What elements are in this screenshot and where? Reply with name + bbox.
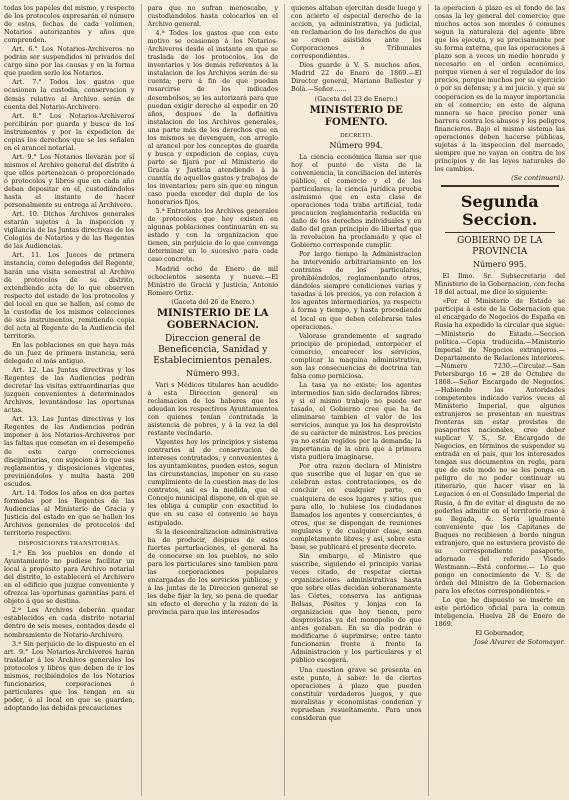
column-rule: [141, 4, 142, 796]
paragraph: Por largo tiempo la Administracion ha intervenido arbitrariamente en los contratos de los particulares, prohibiéndolos, reglamentando otros, dándoles siempre condiciones varias y tasadas á los precios, ya con relacion á los agentes intermediarios, ya respecto á forma y tiempo, y hasta procediendo el local en que deben celebrarse tales operaciones.: [291, 250, 422, 331]
signature-paragraph: Dios guarde á V. S. muchos años. Madrid 22 de Enero de 1869.—El Director general, Mariano Ballester y Bolá.—Señor.......: [291, 61, 422, 94]
gazette-reference: (Gaceta del 23 de Enero.): [314, 94, 398, 103]
column-4: [435, 4, 566, 796]
columns: [4, 4, 565, 796]
paragraph: Lo que he dispuesto se inserte en este periódico oficial para la comun inteligencia. Huelva 28 de Enero de 1869.: [434, 596, 565, 629]
paragraph: Valorase grandemente el sagrado principio de propiedad, entorpecer el comercio, encarecer los servicios, complicar la maquina administrativa, son las consecuencias de doctrina tan falsa como perniciosa.: [291, 331, 422, 380]
article-10: Art. 10. Dichos Archivos generales estarán sujetos á la inspeccion y vigilancia de las Juntas directivas de los Colegios de Notarios y de las Regentes de las Audiencias.: [4, 210, 135, 251]
gazette-reference: (Gaceta del 26 de Enero.): [171, 297, 255, 306]
section-heading: Segunda Seccion.: [460, 192, 539, 230]
paragraph: La ciencia económica llama ser que hoy el punto de vista de la conveniencia, la conciliacion del interés público, el comercio y el de los particulares; la ciencia jurídica prueba asímismo que en esta clase de operaciones toda traba artificial, toda precaucion reglamentaria reducida en daño de los derechos individuales y en daño del gran principio de libertad que la revolucion ha proclamado y que el Gobierno corresponde cumplir.: [291, 152, 422, 250]
paragraph: «Por el Ministerio de Estado se participa á este de la Gobernacion que el encargado de Negocios de España en Rusia ha expedido la circular que sigue: —Ministerio de Estado.—Seccion política.—Copia traducida.—Ministerio Imperial de Negocios extranjeros.—Departamento de Relaciones interiores.—Número 7230.—Circular.—San Petersburgo 16 = 28 de Octubre de 1868.—Señor Encargado de Negocios.—Habiendo las Autoridades competentes indicado varios veces al Ministerio Imperial, que algunos extranjeros se presentan en nuestras fronteras sin estar provistos de pasaportes nacionales, creo deber suplicar V. S., Sr. Encargado de Negocios, en términos de suspender su entrada en el país, que los interesados tengan sus documentos en regla, para que de este modo no se les ponga en peligro de no poder continuar su itinerario, que hacer visar en la Legacion ó en el Consulado Imperial de Rusia, á fin de evitar el disgusto de no poderles admitir en el territorio ruso á su llegada, &. Sería igualmente conveniente que los Capitanes de Buques no recibiesen á bordo ningun extranjero, que no estuviera provisto de su correspondiente pasaporte, adornado del referido Visado Westmann.—Está conforme.— Lo que pongo en conocimiento de V. S. de órden del Ministro de la Gobernacion para los efectos correspondientes.»: [434, 297, 565, 596]
transitory-3: 3.ª Sin perjuicio de lo dispuesto en el art. 9.° Los Notarios-Archiveros harán trasladar á los Archivos generales los protocolos y libros que deben de ir los mismos, recibiéndolos de los Notarios funcionarios, corporaciones ó particulares que los tengan en su poder, ó al local en que se guarden, adoptando las debidas precauciones: [4, 639, 135, 712]
paragraph: Sin embargo, el Ministro que suscribe, siguiendo el principio varias veces citado, de respetar ciertas organizaciones administrativas hasta que sobre ellas decidan soberanamente las Córtes, conserva las antiguas Bolsas, Pósitos y lonjas con la organizacion que hoy tienen, pero desprovistas ya del monopolio de que antes gozaban. En su día podrán ó modificarse ó suprimirse; entre tanto funcionarán frente á frente la Administracion y los particulares y el público escogerá.: [291, 551, 422, 665]
signature-title: El Gobernador,: [475, 629, 525, 638]
paragraph: Vigentes hoy los principios y sistema contrarios al de conservacion de intereses contratados, y convenientes á los ayuntamientos, pueden estos, segun las circunstancias, imponer en su caso cumplimiento de la cuestion mas de los contratos, así es la medida, que el Concejo municipal dispone, en el que se les obliga á cumplir con exactitud lo que en su caso el convenio se haya estipulado.: [147, 438, 278, 527]
paragraph: En las poblaciones en que haya más de un Juez de primera instancia, será delegado el más antiguo.: [4, 340, 135, 366]
transitory-2: 2.ª Los Archivos deberán quedar establecidos en cada distrito notarial dentro de seis meses, contados desde el nombramiento de Notario-Archivero.: [4, 606, 135, 639]
decree-heading: DECRETO.: [340, 131, 373, 139]
continuation-note: (Se continuará).: [511, 173, 565, 182]
transitory-5: 5.ª Entretanto los Archivos generales de protocolos que hoy existen en algunas poblaciones continuarán en su estado y con la organizacion que tienen, sin perjuicio de lo que convenga determinar en lo sucesivo para cada caso concreto.: [147, 207, 278, 264]
paragraph: Si la desceniralizacion administrativa ha de producir, despues de estos fuertes perturbaciones, el general ha de conocerse en los pueblos, no solo para los particulares sino tambien para las corporaciones populares encargadas de los servicios públicos; y á las juntas de la Direccion general se les debe fijar la ley, so pena de quedar sin efecto el derecho y la razon de la provincia para que los interesados: [147, 527, 278, 617]
paragraph: la operacion á plazo es el fondo de las cosas la ley general del comercio; que muchos actos son morales ó comunes segun la naturaleza del agente libre que los ejecuta, y su precisamente por su forma externa, que las operaciones á plazo son á veces un medio honrado y necesario en el orden económico, porque vienen á ser el regulador de los precios, porque muchos por su ejercicio ó por su defensa; y á mi juicio, y que su cooperacion es de la mayor importancia en el comercio; en esto de alguna manera se hace preciso poner una barrera contra los abusos y los peligros financieros. Bajo el mismo sistema las operaciones deben hacerse públicas, sujetas á la inspeccion del mercado, siempre que no vayan en contra de los principios y de las leyes naturales de los cambios.: [434, 4, 565, 173]
paragraph: Una cuestion grave se presenta en este punto, á saber: lo de ciertos operaciones á plazo que pueden constituir verdaderos juegos, y que moralistas y economistas condenan y reprueban resueltamente. Para unos consideran que: [291, 665, 422, 722]
column-3: [291, 4, 422, 796]
article-8: Art. 8.° Los Notarios-Archiveros percibirán por guarda y busca de los instrumentos y por la expedicion de copias los derechos que se les señalen en el arancel notarial.: [4, 111, 135, 152]
direccion-heading: Direccion general de Beneficencia, Sanidad y Establecimientos penales.: [153, 333, 273, 366]
article-14: Art. 14. Todos los años en dos partes formadas por los Regentes de las Audiencias al Ministerio de Gracia y Justicia del estado en que se hallen los Archivos generales de protocolos del territorio respectivo.: [4, 488, 135, 537]
paragraph: La tasa ya no existe; los agentes intermedios han sido declarados libres; y si el mismo trabajo no puede ser tasado, el Gobierno cree que ha de eliminarse tambien el valor de los servicios, aunque ya los ha desprovisto de su carácter de ministros. Los precios ya no están regidos por la demanda; la importancia de la obra que á primera vista pudiera imaginarse.: [291, 380, 422, 462]
transitory-4: 4.ª Todos los gastos que con este motivo se ocasionen á los Notarios-Archiveros desde el instante en que se traslada de los protocolos, los de inventarios y los demás referentes á la instalacion de los Archivos serán de su cuenta; pero á fin de que puedan resarcirse de los indicados desembolsos, se les autorizará para que puedan exigir derecho al expedir en 20 años, despues de la definitiva instalacion de los Archivos generales, una parte más de los derechos que en los mismos se devenguen, con arreglo al arancel por los conceptos de guarda y busca y expedicion de copias, cuya parte se fijará por el Ministerio de Gracia y Justicia atendiendo á la cuantía de aquellos gastos y trabajos de los inventarios; pero sin que en ningun caso pueda exceder del duplo de los honorarios fijos.: [147, 29, 278, 207]
ministry-heading: MINISTERIO DE LA GOBERNACION.: [156, 307, 269, 331]
government-heading: GOBIERNO DE LA PROVINCIA: [457, 236, 543, 258]
paragraph: Vari s Médicos titulares han acudido á esta Direccion general en reclamacion de los haberes que les adeudan los respectivos Ayuntamientos con quienes tenían contratada la asistencia de pobres, y á la vez la del restante vecindario.: [147, 380, 278, 438]
column-rule: [428, 4, 429, 796]
transitory-heading: DISPOSICIONES TRANSITORIAS.: [18, 540, 120, 548]
article-7: Art. 7.° Todos los gastos que ocasionen la custodia, conservacion y demás relativo al Archivo serán de cuenta del Notario-Archivero.: [4, 78, 135, 111]
transitory-1: 1.ª En los pueblos en donde el Ayuntamiento no pudiese facilitar un local á propósito para Archivo notarial del distrito, lo establecerá el Archivero en el edificio que juzgue conveniente y ofrezca las oportunas garantías para el objeto á que se destina.: [4, 549, 135, 606]
article-12: Art. 12. Las Juntas directivas y los Regentes de las Audiencias podrán decretar las visitas extraordinarias que juzguen convenientes á determinados Archivos, levantándose las oportunas actas.: [4, 366, 135, 415]
column-1: [4, 4, 135, 796]
article-11: Art. 11. Los Jueces de primera instancia, como delegados del Regente, harán una visita semestral al Archivo de protocolos de su distrito, extendiendo acta de lo que observen respecto del estado de los protocolos y del local en que se hallen, así como de la custodia de los mismos colecciones de sus instrumentos, remitiendo copia del acta al Regente de la Audiencia del territorio.: [4, 251, 135, 340]
paragraph: quienes altaban ejercitan desde luego y con acierto el especial derecho de la accion, ya administrativa, ya judicial, en reclamacion de los derechos de que se creen asistidos ante los Corporaciones ó Tribunales correspondientes.: [291, 4, 422, 61]
document-number: Número 995.: [473, 260, 527, 270]
ministry-heading: MINISTERIO DE FOMENTO.: [309, 104, 403, 128]
document-number: Número 993.: [186, 368, 240, 378]
column-rule: [284, 4, 285, 796]
signature-name: José Alvarez de Sotomayor.: [474, 638, 565, 647]
article-6: Art. 6.° Los Notarios-Archiveros no podrán ser suspendidos ni privados del cargo sino por las causas y en la forma que pueden serlo los Notarios.: [4, 45, 135, 78]
signature-paragraph: Madrid ocho de Enero de mil ochocientos sesenta y nueve.—El Ministro de Gracia y Justicia, Antonio Romero Ortiz.: [147, 264, 278, 297]
divider: [441, 185, 560, 187]
paragraph: todas los papeles del mismo, y respecto de los protocolos expresarán el número de estos, fechas de cada volúmen, Notarios autorizantes y años que comprenden.: [4, 4, 135, 45]
column-2: [148, 4, 279, 796]
paragraph: Por otra razon declara el Ministro que suscribe que el lugar en que se celebran estas contrataciones, es de concluir en cualquier parte, en cualquiera de esos lugares y sitios que para ello, lo hubiese los ciudadanos llamados los agentes y comerciantes, ó otros, que se dispongan de reuniones regulares y de cualquier clase, sean completamente libres; y así, sobre esta base, se publicará el presente decreto.: [291, 462, 422, 551]
paragraph: para que no sufran menoscabo, y custodiándolos hasta colocarlos en el Archivo general.: [147, 4, 278, 29]
article-9: Art. 9.° Los Notarios llevarán por sí mismos el Archivo general del distrito á que ellos pertenezcan ó proporcionado ó protocolos y libros que en cada año deban depositar en el, custodiándolos hasta el instante de hacer personalmente su entrega al Archivero.: [4, 152, 135, 210]
paragraph: El Ilmo. Sr. Subsecretario del Ministerio de la Gobernacion, con fecha 18 del actual, me dice lo siguiente:: [434, 272, 565, 297]
document-number: Número 994.: [329, 140, 383, 150]
divider: [445, 232, 556, 233]
article-13: Art. 13. Las Juntas directivas y los Regentes de las Audiencias podrán imponer á los Notarios-Archiveros por las faltas que cometan en el desempeño de este cargo correcciones disciplinarias, con sujecion á lo que sus reglamentos y disposiciones vigentes, previniéndolos y multa hasta 200 escudos.: [4, 415, 135, 488]
